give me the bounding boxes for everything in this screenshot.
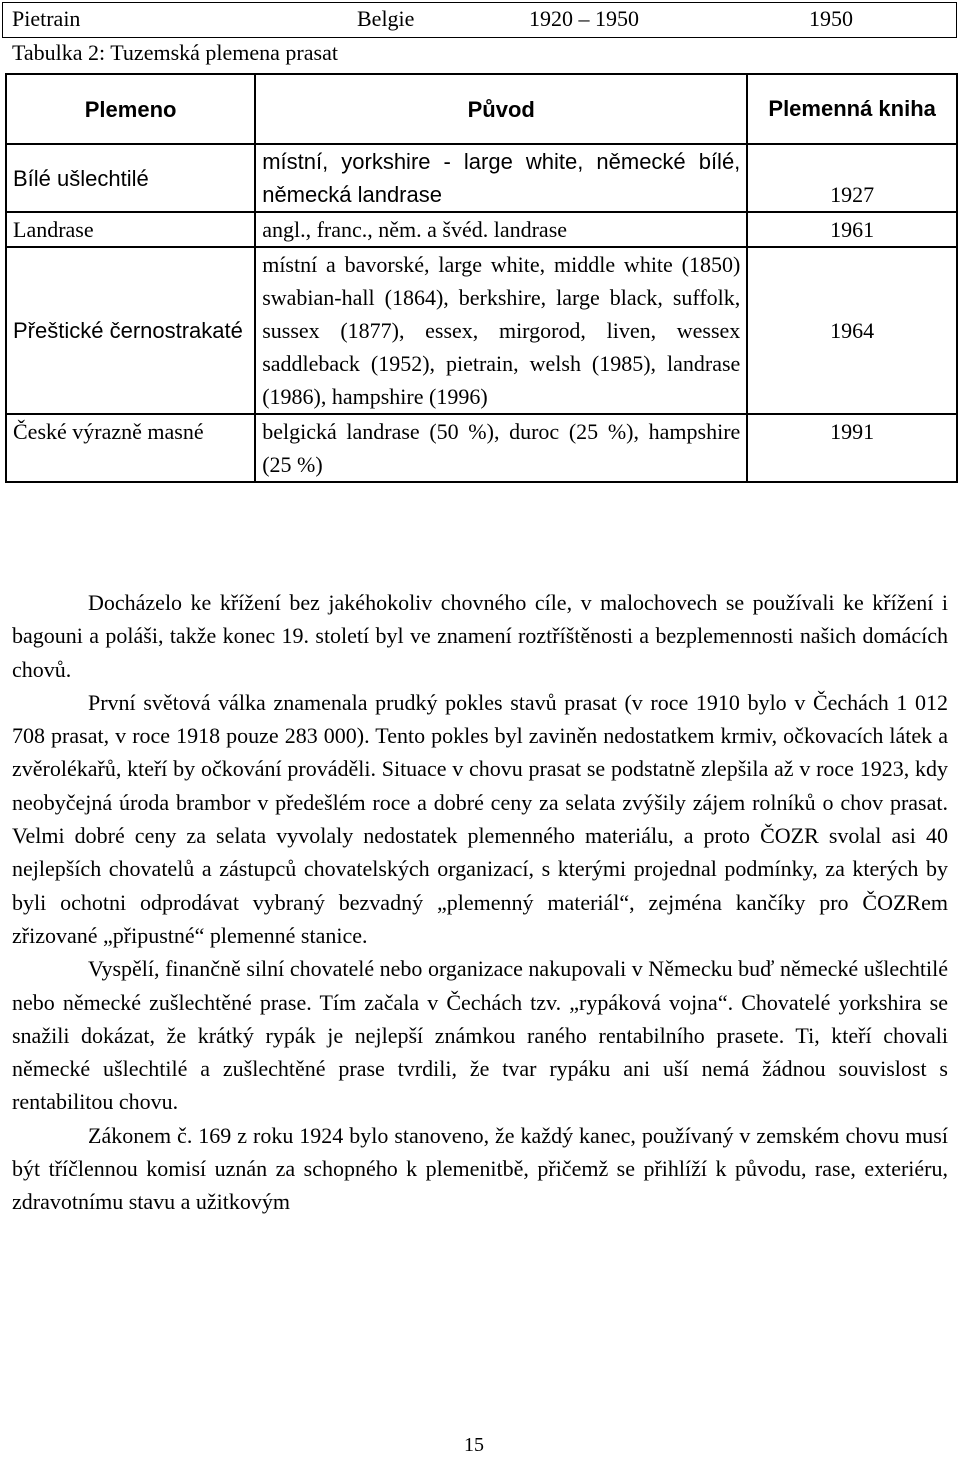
paragraph: Docházelo ke křížení bez jakéhokoliv chovného cíle, v malochovech se používali ke křížení i bagouni a poláši, takže konec 19. století byl ve znamení roztříštěnosti a bezplemennosti našich domácích chovů. [12, 590, 948, 682]
paragraph: První světová válka znamenala prudký pokles stavů prasat (v roce 1910 bylo v Čechách 1 012 708 prasat, v roce 1918 pouze 283 000). Tento pokles byl zaviněn nedostatkem krmiv, očkovacích látek a zvěrolékařů, kteří by očkování prováděli. Situace v chovu prasat se podstatně zlepšila až v roce 1923, kdy neobyčejná úroda brambor v předešlém roce a dobré ceny za selata zvýšily zájem rolníků o chov prasat. Velmi dobré ceny za selata vyvolaly nedostatek plemenného materiálu, a proto ČOZR svolal asi 40 nejlepších chovatelů a zástupců chovatelských organizací, s kterými projednal podmínky, za kterých by byli ochotni odprodávat vybraný bezvadný „plemenný materiál“, zejména kančíky pro ČOZRem zřizované „připustné“ plemenné stanice. [12, 689, 948, 948]
cell-origin: angl., franc., něm. a švéd. landrase [255, 212, 747, 247]
paragraph: Vyspělí, finančně silní chovatelé nebo organizace nakupovali v Německu buď německé ušlechtilé nebo německé zušlechtěné prase. Tím začala v Čechách tzv. „rypáková vojna“. Chovatelé yorkshira se snažili dokázat, že krátký rypák je nejlepší známkou raného rentabilního prasete. Ti, kteří chovali německé ušlechtilé a zušlechtěné prase tvrdili, že tvar rypáku ani uší nemá žádnou souvislost s rentabilitou chovu. [12, 956, 948, 1115]
cell-year: 1964 [747, 247, 957, 414]
table-row [6, 247, 957, 414]
cell-origin: místní, yorkshire - large white, německé bílé, německá landrase [255, 144, 747, 212]
cell-breed: Přeštické černostrakaté [6, 247, 255, 414]
top-row-period: 1920 – 1950 [529, 6, 639, 31]
breeds-table [5, 73, 958, 483]
header-origin: Původ [255, 74, 747, 144]
cell-origin: belgická landrase (50 %), duroc (25 %), hampshire (25 %) [255, 414, 747, 482]
table-header-row [6, 74, 957, 144]
paragraph: Zákonem č. 169 z roku 1924 bylo stanoveno, že každý kanec, používaný v zemském chovu musí být tříčlennou komisí uznán za schopného k plemenitbě, přičemž se přihlíží k původu, rase, exteriéru, zdravotnímu stavu a užitkovým [12, 1122, 948, 1215]
table-caption: Tabulka 2: Tuzemská plemena prasat [12, 40, 338, 65]
table-continuation-row [2, 2, 957, 38]
top-row-breed: Pietrain [12, 6, 81, 31]
header-breed: Plemeno [6, 74, 255, 144]
cell-breed: Landrase [6, 212, 255, 247]
cell-year: 1927 [747, 144, 957, 212]
cell-year: 1961 [747, 212, 957, 247]
cell-breed: České výrazně masné [6, 414, 255, 482]
cell-year: 1991 [747, 414, 957, 482]
table-row [6, 144, 957, 212]
body-text [12, 586, 948, 1219]
top-row-year: 1950 [809, 6, 853, 31]
table-row [6, 414, 957, 482]
top-row-origin: Belgie [357, 6, 415, 31]
cell-breed: Bílé ušlechtilé [6, 144, 255, 212]
table-row [6, 212, 957, 247]
cell-origin: místní a bavorské, large white, middle white (1850) swabian-hall (1864), berkshire, large black, suffolk, sussex (1877), essex, mirgorod, liven, wessex saddleback (1952), pietrain, welsh (1985), landrase (1986), hampshire (1996) [255, 247, 747, 414]
header-herdbook: Plemenná kniha [747, 74, 957, 144]
page-number: 15 [464, 1434, 484, 1456]
